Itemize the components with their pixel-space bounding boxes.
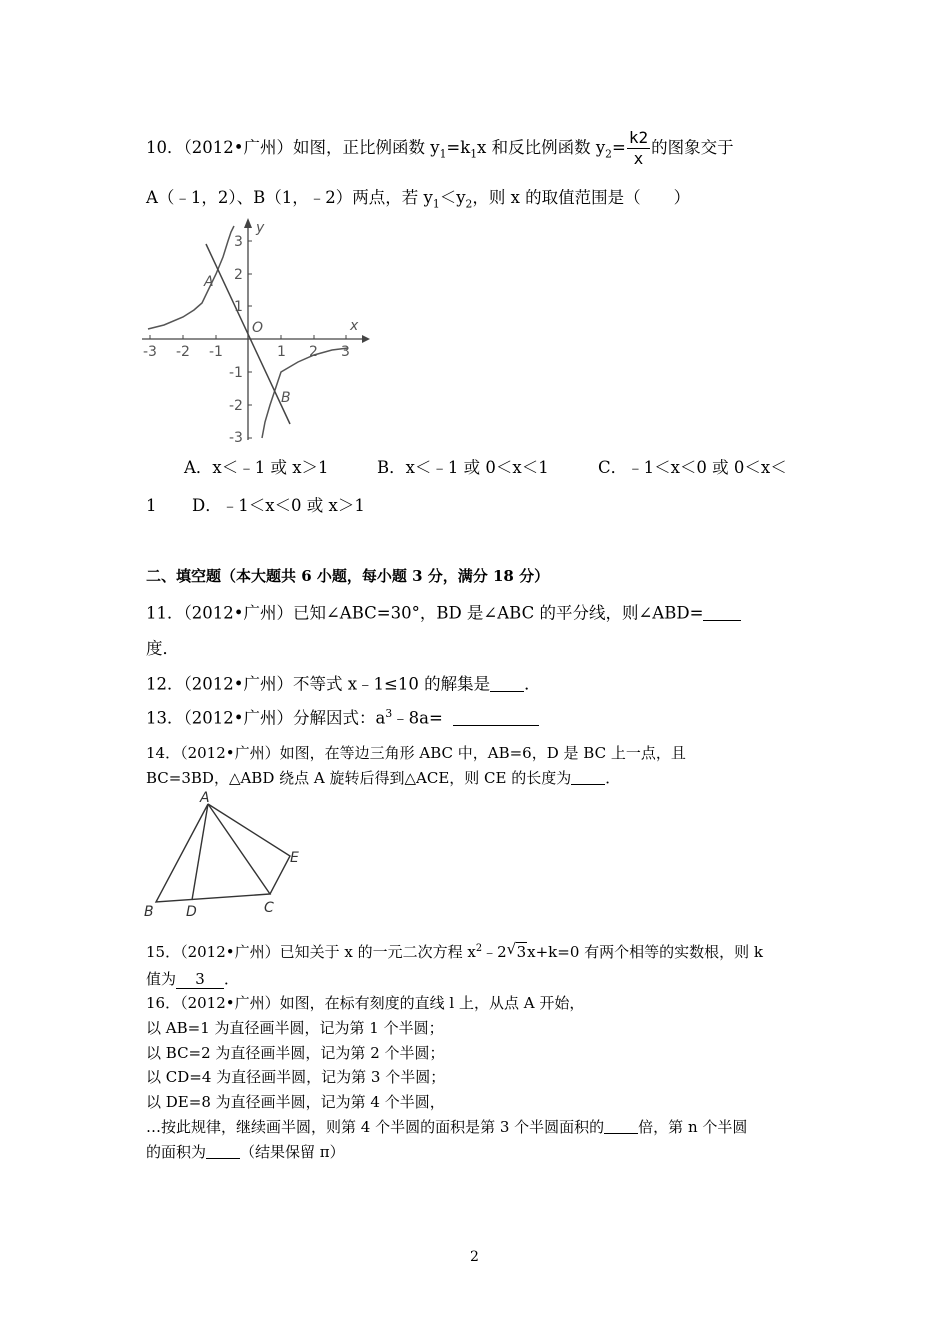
- q11-line1: [146, 603, 741, 623]
- q10-function-graph: [140, 214, 380, 446]
- q10-line2-a: A（﹣1，2）、B（1，﹣2）两点，若 y: [146, 188, 433, 207]
- q15-line2: [146, 970, 239, 989]
- q10-text-a: 如图，正比例函数 y: [292, 138, 440, 157]
- q10-source: （2012•广州）: [183, 138, 293, 157]
- q15-text-c: x+k=0 有两个相等的实数根，则 k: [527, 943, 764, 961]
- q10-line2-c: ，则 x 的取值范围是（ ）: [472, 188, 691, 207]
- q11-blank: [703, 603, 741, 621]
- q15-line2-a: 值为: [146, 970, 177, 988]
- q13-line: [146, 708, 539, 728]
- q10-option-d: D．﹣1＜x＜0 或 x＞1: [192, 496, 365, 515]
- q16-line2: 以 AB=1 为直径画半圆，记为第 1 个半圆；: [146, 1019, 444, 1037]
- triangle-ace: [208, 804, 290, 894]
- x-tick-label: 2: [309, 344, 318, 360]
- label-e: E: [290, 850, 299, 866]
- point-a-label: A: [204, 274, 214, 290]
- q12-blank: [490, 674, 524, 692]
- q13-text-a: 13．（2012•广州）分解因式：a: [146, 708, 386, 728]
- x-axis-arrow: [362, 335, 370, 343]
- q10-fraction: [627, 128, 650, 169]
- q16-blank-2: [206, 1143, 240, 1159]
- q15-sqrt: √ 3: [506, 940, 527, 961]
- label-b: B: [144, 904, 154, 920]
- y-tick-label: -2: [229, 398, 243, 414]
- q14-triangle-figure: [140, 790, 320, 920]
- q10-frac-den: x: [633, 149, 644, 168]
- q16-line7-b: （结果保留 π）: [240, 1143, 345, 1161]
- y-axis-arrow: [244, 218, 252, 228]
- y-tick-label: -1: [229, 365, 243, 381]
- q15-text-b: ﹣2: [482, 943, 507, 961]
- x-tick-label: -1: [209, 344, 223, 360]
- q16-blank-1: [604, 1118, 638, 1134]
- point-b-label: B: [281, 390, 291, 406]
- q15-line2-end: ．: [224, 970, 240, 988]
- q10-line2-b: ＜y: [439, 188, 466, 207]
- q10-line2-sub1: 1: [432, 197, 440, 211]
- q10-option-c: C．﹣1＜x＜0 或 0＜x＜: [598, 458, 787, 477]
- q12-line: [146, 674, 541, 694]
- q11-line2: 度．: [146, 639, 179, 658]
- q13-blank: [453, 708, 539, 726]
- y-tick-label: 3: [234, 234, 243, 250]
- q16-line3: 以 BC=2 为直径画半圆，记为第 2 个半圆；: [146, 1044, 445, 1062]
- q10-sub1: 1: [439, 147, 447, 161]
- triangle-abc: [156, 804, 270, 902]
- q10-option-b: B．x＜﹣1 或 0＜x＜1: [377, 458, 549, 477]
- q14-line1: 14．（2012•广州）如图，在等边三角形 ABC 中，AB=6，D 是 BC 上一点，且: [146, 744, 686, 762]
- y-tick-label: 2: [234, 267, 243, 283]
- q10-text-e: 的图象交于: [651, 138, 734, 157]
- q10-sub3: 2: [605, 147, 612, 161]
- q10-text-c: x 和反比例函数 y: [477, 138, 606, 157]
- q10-text-b: =k: [446, 138, 471, 157]
- y-axis-label: y: [256, 220, 265, 236]
- q15-sqrt-value: 3: [516, 943, 527, 961]
- q10-option-a: A．x＜﹣1 或 x＞1: [184, 458, 329, 477]
- q10-number: 10．: [146, 138, 184, 157]
- x-tick-label: -2: [176, 344, 190, 360]
- q16-line6-a: …按此规律，继续画半圆，则第 4 个半圆的面积是第 3 个半圆面积的: [146, 1118, 605, 1136]
- q16-line4: 以 CD=4 为直径画半圆，记为第 3 个半圆；: [146, 1068, 446, 1086]
- q14-blank: [571, 769, 605, 785]
- origin-label: O: [252, 320, 264, 336]
- q10-option-c-cont: 1: [146, 496, 157, 515]
- label-a: A: [200, 790, 210, 806]
- q15-answer-text: 3: [195, 970, 205, 988]
- q13-text-b: ﹣8a=: [392, 708, 443, 728]
- x-tick-label: 3: [341, 344, 350, 360]
- page-number: 2: [470, 1249, 479, 1265]
- q16-line5: 以 DE=8 为直径画半圆，记为第 4 个半圆，: [146, 1093, 445, 1111]
- q10-line1: [146, 128, 734, 174]
- section-heading: 二、填空题（本大题共 6 小题，每小题 3 分，满分 18 分）: [146, 567, 550, 585]
- q16-line7-a: 的面积为: [146, 1143, 207, 1161]
- q10-sub2: 1: [470, 147, 478, 161]
- q14-line2-text: BC=3BD，△ABD 绕点 A 旋转后得到△ACE，则 CE 的长度为: [146, 769, 572, 787]
- q10-line2: [146, 188, 690, 211]
- q16-line6-b: 倍，第 n 个半圆: [638, 1118, 748, 1136]
- q15-answer: [176, 971, 224, 989]
- y-tick-label: 1: [234, 299, 243, 315]
- q12-text: 12．（2012•广州）不等式 x﹣1≤10 的解集是: [146, 674, 491, 694]
- q14-line2: [146, 769, 620, 787]
- q13-sup: 3: [385, 707, 393, 720]
- x-tick-label: 1: [277, 344, 286, 360]
- x-tick-label: -3: [143, 344, 157, 360]
- q10-frac-num-sub: 2: [638, 128, 649, 147]
- q10-text-d: =: [612, 138, 626, 157]
- q12-end: ．: [524, 674, 541, 694]
- q15-line1: [146, 940, 764, 961]
- q16-line6: [146, 1118, 747, 1136]
- y-tick-label: -3: [229, 430, 243, 446]
- q16-line7: [146, 1143, 345, 1161]
- label-c: C: [264, 900, 274, 916]
- q15-text-a: 15．（2012•广州）已知关于 x 的一元二次方程 x: [146, 943, 476, 961]
- q14-line2-end: ．: [605, 769, 621, 787]
- q10-frac-num: k: [628, 128, 639, 147]
- x-axis-label: x: [350, 318, 359, 334]
- q10-line2-sub2: 2: [465, 197, 473, 211]
- q15-sup: 2: [475, 943, 483, 954]
- label-d: D: [186, 904, 197, 920]
- q11-text: 11．（2012•广州）已知∠ABC=30°，BD 是∠ABC 的平分线，则∠ABD=: [146, 603, 704, 623]
- q16-line1: 16．（2012•广州）如图，在标有刻度的直线 l 上，从点 A 开始，: [146, 994, 585, 1012]
